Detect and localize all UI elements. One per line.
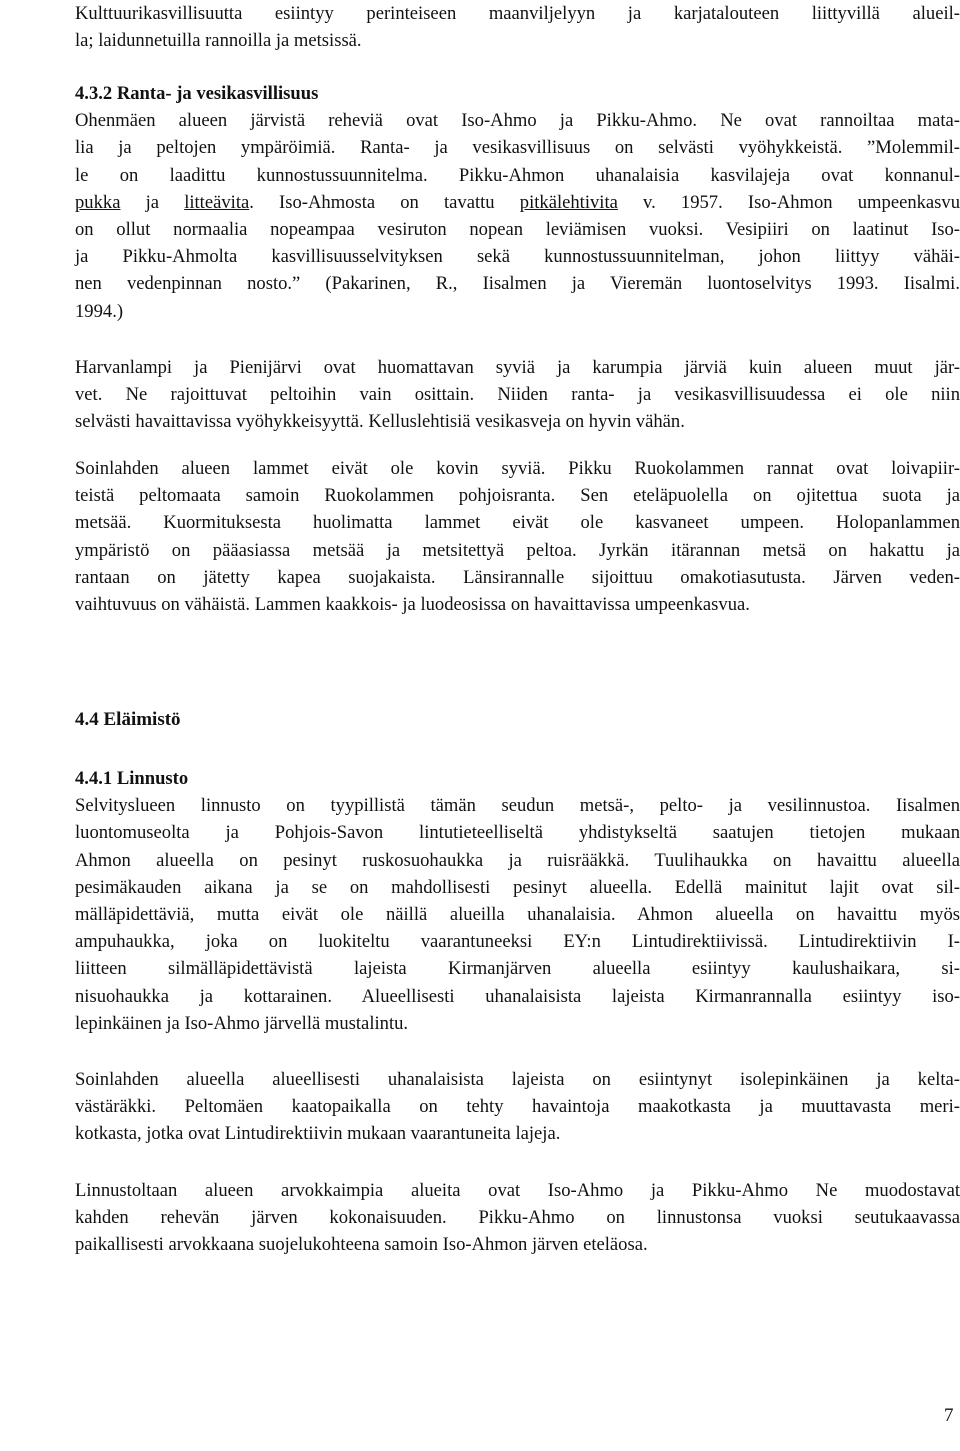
text-line: Soinlahden alueella alueellisesti uhanalaisista lajeista on esiintynyt isolepinkäinen ja kelta-: [75, 1069, 960, 1090]
section-4-3-2: [75, 80, 960, 325]
text-line: vet. Ne rajoittuvat peltoihin vain osittain. Niiden ranta- ja vesikasvillisuudessa ei ole niin: [75, 384, 960, 406]
text-line: ympäristö on pääasiassa metsää ja metsitettyä peltoa. Jyrkän itärannan metsä on hakattu ja: [75, 539, 960, 561]
subsection-heading: 4.4.1 Linnusto: [75, 768, 189, 789]
text-line: luontomuseolta ja Pohjois-Savon lintutieteelliseltä yhdistykseltä saatujen tietojen mukaan: [75, 822, 960, 844]
text-line: metsää. Kuormituksesta huolimatta lammet eivät ole kasvaneet umpeen. Holopanlammen: [75, 512, 960, 534]
paragraph: [75, 1177, 960, 1259]
text-line: 1994.): [75, 300, 124, 322]
text-line: Ohenmäen alueen järvistä reheviä ovat Iso-Ahmo ja Pikku-Ahmo. Ne ovat rannoiltaa mata-: [75, 110, 960, 132]
text-line: Harvanlampi ja Pienijärvi ovat huomattavan syviä ja karumpia järviä kuin alueen muut jär-: [75, 357, 960, 378]
text-line: nen vedenpinnan nosto.” (Pakarinen, R., Iisalmen ja Vieremän luontoselvitys 1993. Iisalmi.: [75, 273, 960, 295]
section-4-4-1: [75, 765, 960, 1037]
text-line: le on laadittu kunnostussuunnitelma. Pikku-Ahmon uhanalaisia kasvilajeja ovat konnanul-: [75, 164, 960, 186]
text-line: mälläpidettäviä, mutta eivät ole näillä alueilla uhanalaisia. Ahmon alueella on havaittu myös: [75, 904, 960, 926]
text-line: Kulttuurikasvillisuutta esiintyy perinteiseen maanviljelyyn ja karjatalouteen liittyvillä alueil-: [75, 3, 960, 24]
paragraph: [75, 1066, 960, 1148]
text-line: Selvityslueen linnusto on tyypillistä tämän seudun metsä-, pelto- ja vesilinnustoa. Iisalmen: [75, 795, 960, 817]
text-line: västäräkki. Peltomäen kaatopaikalla on tehty havaintoja maakotkasta ja muuttavasta meri-: [75, 1096, 960, 1118]
text-line: on ollut normaalia nopeampaa vesiruton nopean leviämisen vuoksi. Vesipiiri on laatinut Iso-: [75, 219, 960, 241]
species-name: pukka: [75, 191, 121, 213]
text-line: nisuohaukka ja kottarainen. Alueellisesti uhanalaisista lajeista Kirmanrannalla esiintyy iso-: [75, 985, 960, 1007]
page-number: 7: [944, 1405, 954, 1426]
text-fragment: . Iso-Ahmosta on tavattu: [249, 191, 520, 213]
species-name: pitkälehtivita: [519, 191, 618, 213]
text-line: kotkasta, jotka ovat Lintudirektiivin mukaan vaarantuneita lajeja.: [75, 1123, 561, 1145]
text-line: [75, 189, 960, 216]
section-heading: 4.3.2 Ranta- ja vesikasvillisuus: [75, 83, 319, 104]
text-line: lepinkäinen ja Iso-Ahmo järvellä mustalintu.: [75, 1012, 409, 1034]
text-line: ja Pikku-Ahmolta kasvillisuusselvityksen sekä kunnostussuunnitelman, johon liittyy vähäi-: [75, 246, 960, 268]
text-line: liitteen silmälläpidettävistä lajeista Kirmanjärven alueella esiintyy kaulushaikara, si-: [75, 958, 960, 980]
text-line: Linnustoltaan alueen arvokkaimpia alueita ovat Iso-Ahmo ja Pikku-Ahmo Ne muodostavat: [75, 1180, 960, 1201]
intro-paragraph: [75, 0, 960, 54]
text-line: la; laidunnetuilla rannoilla ja metsissä.: [75, 30, 362, 52]
text-line: rantaan on jätetty kapea suojakaista. Länsirannalle sijoittuu omakotiasutusta. Järven veden-: [75, 566, 960, 588]
text-fragment: v. 1957. Iso-Ahmon umpeenkasvu: [617, 191, 960, 213]
section-heading: 4.4 Eläimistö: [75, 709, 181, 730]
text-fragment: ja: [120, 191, 185, 213]
text-line: lia ja peltojen ympäröimiä. Ranta- ja vesikasvillisuus on selvästi vyöhykkeistä. ”Molemmil-: [75, 137, 960, 159]
text-line: pesimäkauden aikana ja se on mahdollisesti pesinyt alueella. Edellä mainitut lajit ovat sil-: [75, 876, 960, 898]
species-name: litteävita: [184, 191, 250, 213]
text-line: paikallisesti arvokkaana suojelukohteena samoin Iso-Ahmon järven eteläosa.: [75, 1234, 648, 1256]
text-line: selvästi havaittavissa vyöhykkeisyyttä. Kelluslehtisiä vesikasveja on hyvin vähän.: [75, 411, 685, 433]
text-line: Soinlahden alueen lammet eivät ole kovin syviä. Pikku Ruokolammen rannat ovat loivapiir-: [75, 458, 960, 479]
text-line: vaihtuvuus on vähäistä. Lammen kaakkois- ja luodeosissa on havaittavissa umpeenkasvua.: [75, 594, 750, 616]
text-line: kahden rehevän järven kokonaisuuden. Pikku-Ahmo on linnustonsa vuoksi seutukaavassa: [75, 1207, 960, 1229]
text-line: Ahmon alueella on pesinyt ruskosuohaukka ja ruisrääkkä. Tuulihaukka on havaittu alueella: [75, 849, 960, 871]
paragraph: [75, 455, 960, 618]
paragraph: [75, 354, 960, 436]
text-line: ampuhaukka, joka on luokiteltu vaarantuneeksi EY:n Lintudirektiivissä. Lintudirektiivin I-: [75, 931, 960, 953]
text-line: teistä peltomaata samoin Ruokolammen pohjoisranta. Sen eteläpuolella on ojitettua suota ja: [75, 485, 960, 507]
